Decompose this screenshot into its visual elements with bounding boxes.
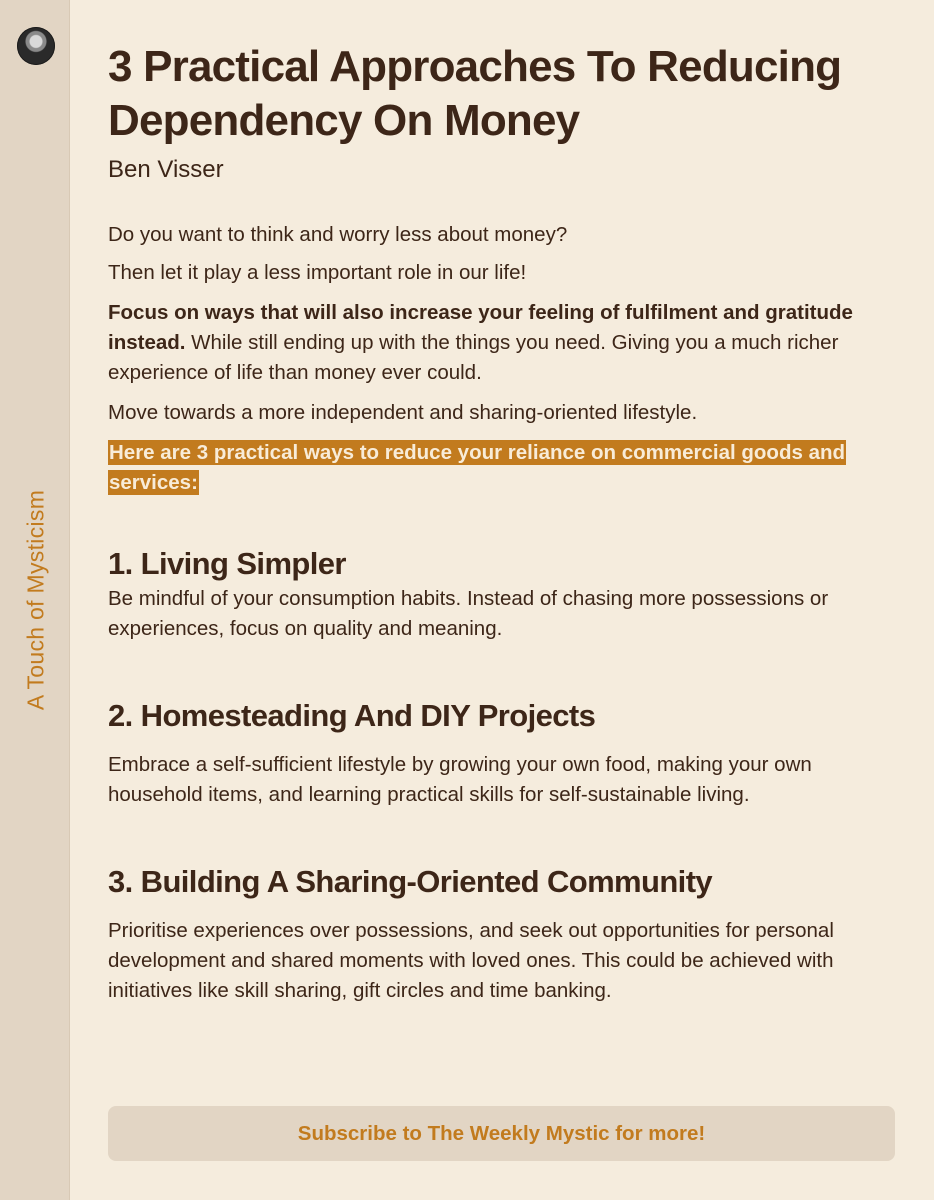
subscribe-button[interactable]: Subscribe to The Weekly Mystic for more!	[108, 1106, 895, 1161]
intro-paragraph: Do you want to think and worry less about money?	[108, 223, 568, 246]
section-heading: 1. Living Simpler	[108, 546, 346, 581]
section-heading: 3. Building A Sharing-Oriented Community	[108, 864, 713, 899]
focus-text: While still ending up with the things you need. Giving you a much richer experience of life than money ever could.	[108, 331, 839, 384]
author-name: Ben Visser	[108, 156, 224, 183]
section-body: Embrace a self-sufficient lifestyle by growing your own food, making your own household items, and learning practical skills for self-sustainable living.	[108, 753, 812, 806]
section-body: Be mindful of your consumption habits. Instead of chasing more possessions or experiences, focus on quality and meaning.	[108, 587, 829, 640]
focus-bold-text: Focus on ways that will also increase your feeling of fulfilment and gratitude instead.	[108, 301, 853, 354]
article	[108, 40, 898, 1014]
section-living-simpler	[108, 544, 898, 644]
avatar[interactable]	[17, 27, 55, 65]
article-title: 3 Practical Approaches To Reducing Dependency On Money	[108, 42, 842, 145]
site-name: A Touch of Mysticism	[22, 489, 49, 711]
section-heading: 2. Homesteading And DIY Projects	[108, 698, 596, 733]
article-intro	[108, 220, 898, 498]
highlight-paragraph	[108, 438, 898, 498]
focus-paragraph	[108, 298, 898, 388]
intro-paragraph: Then let it play a less important role in our life!	[108, 261, 527, 284]
move-paragraph: Move towards a more independent and sharing-oriented lifestyle.	[108, 401, 698, 424]
highlighted-text: Here are 3 practical ways to reduce your reliance on commercial goods and services:	[109, 441, 846, 494]
sidebar	[0, 0, 70, 1200]
section-homesteading	[108, 696, 898, 810]
section-community	[108, 862, 898, 1006]
section-body: Prioritise experiences over possessions, and seek out opportunities for personal development and shared moments with loved ones. This could be achieved with initiatives like skill sharing, gift circles and time banking.	[108, 919, 834, 1002]
